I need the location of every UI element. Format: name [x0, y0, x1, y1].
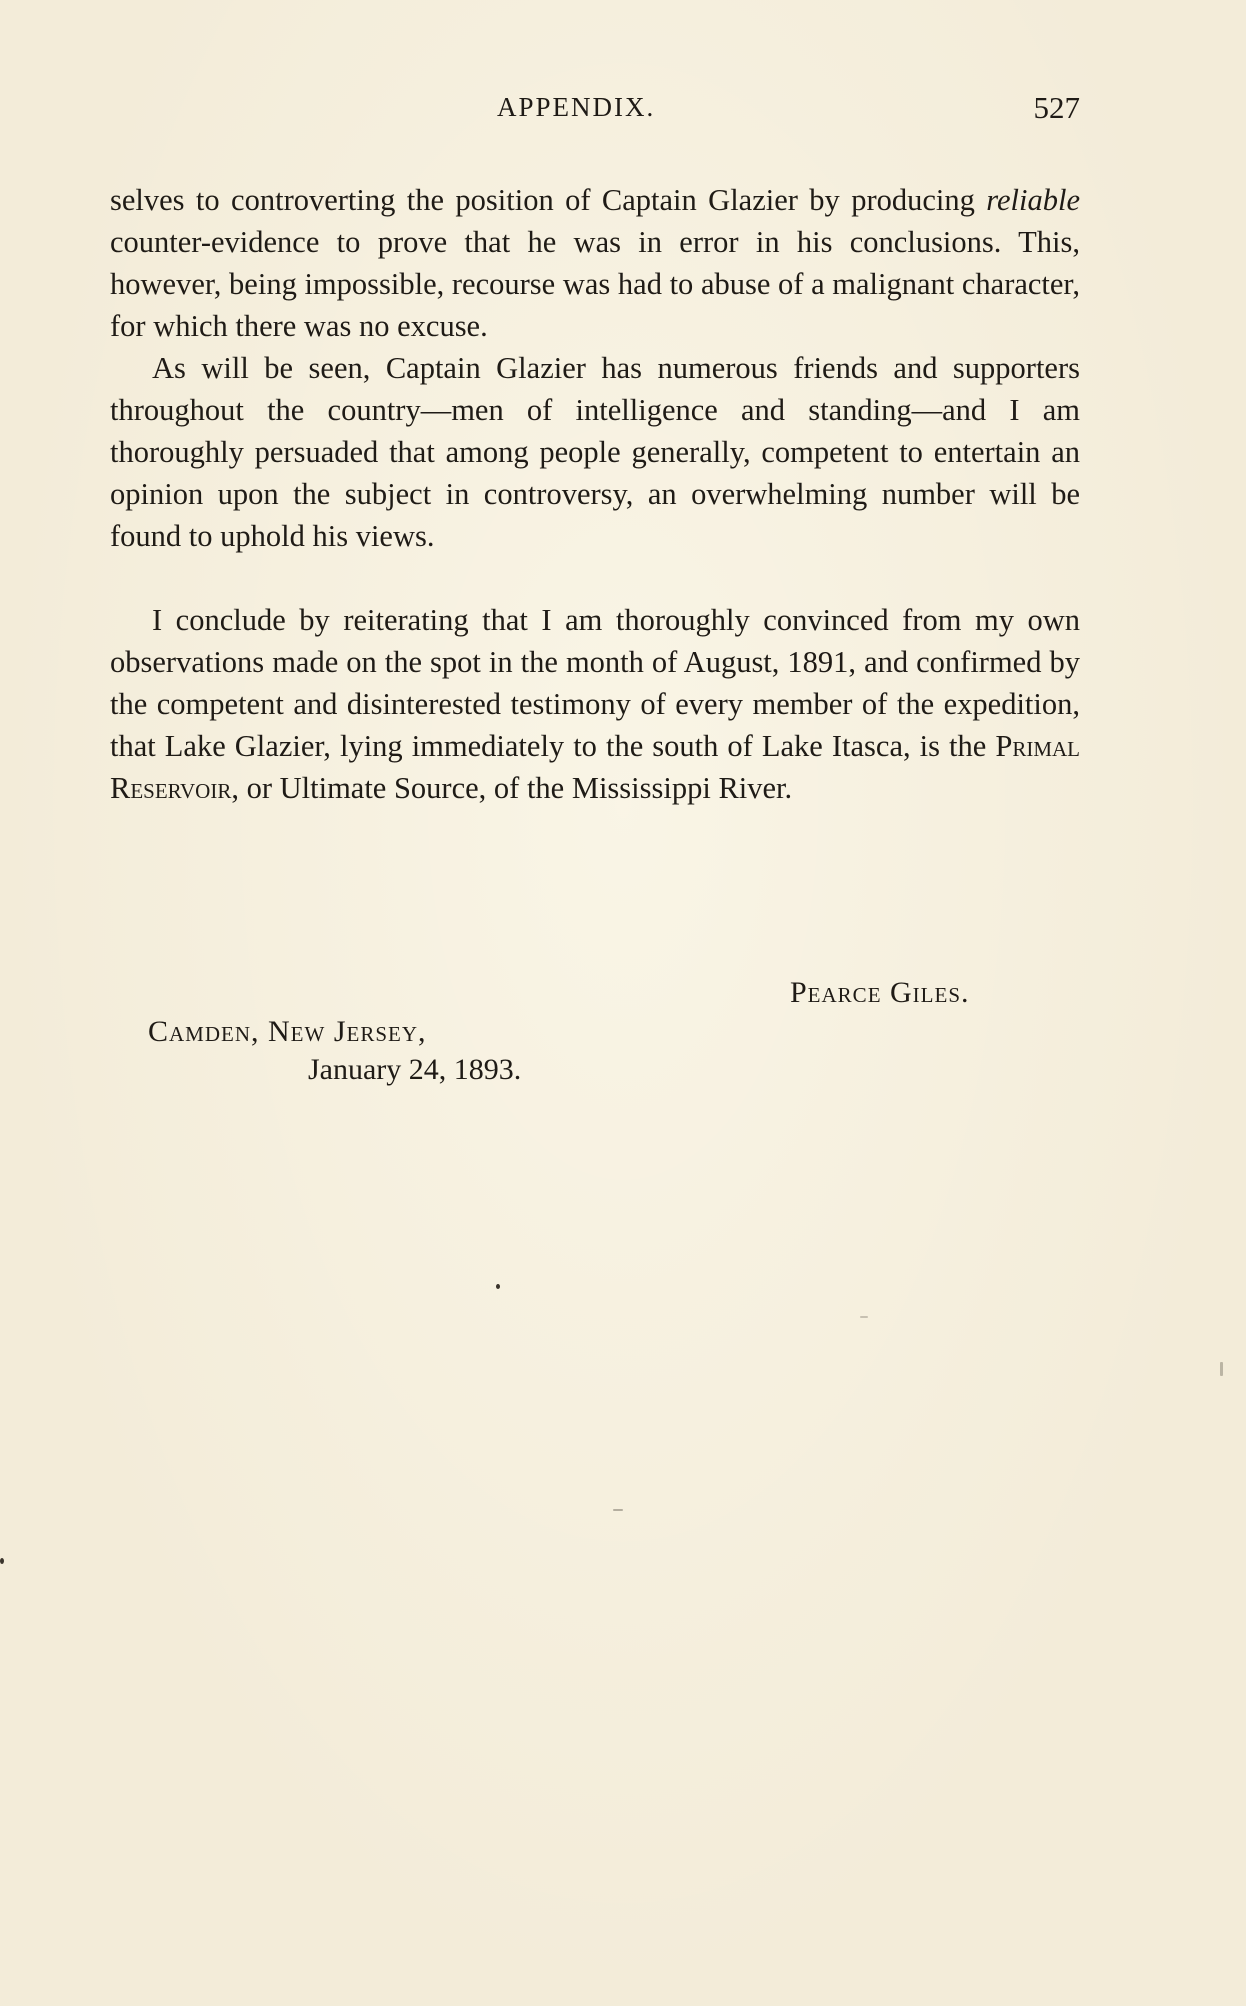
paragraph-3-text-b: , or Ultimate Source, of the Mississippi River.: [231, 771, 793, 805]
paper-speck: [860, 1316, 868, 1318]
paragraph-continuation: [110, 179, 1080, 347]
paper-speck: [613, 1509, 623, 1511]
place-line: Camden, New Jersey,: [148, 1015, 427, 1048]
signature: Pearce Giles.: [790, 976, 970, 1009]
paragraph-1-text-a: selves to controverting the position of Captain Glazier by producing: [110, 183, 987, 217]
body-text: [110, 179, 1080, 809]
paper-speck: [0, 1558, 4, 1564]
paper-speck: [1220, 1362, 1223, 1376]
paragraph-2: As will be seen, Captain Glazier has numerous friends and supporters throughout the country—men of intelligence and standing—and I am thoroughly persuaded that among people generally, competent to entertain an opinion upon the subject in controversy, an overwhelming number will be found to uphold his views.: [110, 351, 1080, 553]
paper-speck: [496, 1284, 500, 1289]
date-line: January 24, 1893.: [308, 1053, 522, 1086]
page-number: 527: [1033, 90, 1080, 125]
paragraph-3-text-a: I conclude by reiterating that I am thoroughly convinced from my own observations made on the spot in the month of August, 1891, and confirmed by the competent and disinterested testimony of every member of the expedition, that Lake Glazier, lying immediately to the south of Lake Itasca, is the: [110, 603, 1080, 763]
emphasis-reliable: reliable: [986, 183, 1080, 217]
primal-reservoir-smallcaps: Primal Reservoir: [110, 729, 1080, 805]
running-header: [110, 92, 1080, 132]
paragraph-1-text-b: counter-evidence to prove that he was in error in his conclusions. This, however, being impossible, recourse was had to abuse of a malignant character, for which there was no excuse.: [110, 225, 1080, 343]
running-title: APPENDIX.: [497, 92, 656, 122]
paragraph-3: [110, 599, 1080, 809]
paragraph-gap: [110, 557, 1080, 599]
